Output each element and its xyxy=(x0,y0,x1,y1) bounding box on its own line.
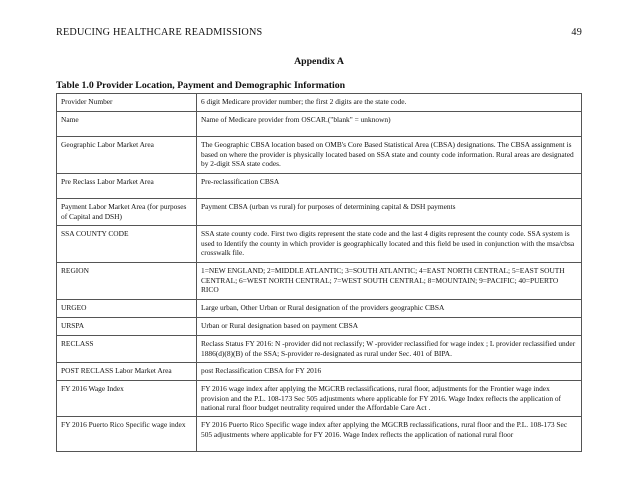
field-name-cell: URSPA xyxy=(57,318,197,336)
field-name-cell: Geographic Labor Market Area xyxy=(57,137,197,174)
table-caption: Table 1.0 Provider Location, Payment and Demographic Information xyxy=(56,80,346,91)
table-row xyxy=(57,263,582,300)
field-description-cell: Large urban, Other Urban or Rural designation of the providers geographic CBSA xyxy=(197,300,582,318)
field-name-cell: Name xyxy=(57,112,197,137)
field-description-cell: 6 digit Medicare provider number; the first 2 digits are the state code. xyxy=(197,94,582,112)
table-row xyxy=(57,381,582,417)
field-name-cell: FY 2016 Wage Index xyxy=(57,381,197,417)
table-row xyxy=(57,318,582,336)
table-row xyxy=(57,94,582,112)
field-description-cell: Payment CBSA (urban vs rural) for purposes of determining capital & DSH payments xyxy=(197,199,582,226)
data-dictionary-table xyxy=(56,93,582,452)
table-row xyxy=(57,226,582,263)
field-name-cell: SSA COUNTY CODE xyxy=(57,226,197,263)
field-description-cell: post Reclassification CBSA for FY 2016 xyxy=(197,363,582,381)
field-name-cell: Payment Labor Market Area (for purposes of Capital and DSH) xyxy=(57,199,197,226)
field-description-cell: Reclass Status FY 2016: N -provider did not reclassify; W -provider reclassified for wage index ; L provider reclassified under 1886(d)(8)(B) of the SSA; S-provider re-designated as rural under Sec. 401 of BIPA. xyxy=(197,336,582,363)
field-description-cell: FY 2016 wage index after applying the MGCRB reclassifications, rural floor, adjustments for the Frontier wage index provision and the P.L. 108-173 Sec 505 adjustments where applicable for FY 2016. Wage Index reflects the application of national rural floor budget neutrality required under the Affordable Care Act . xyxy=(197,381,582,417)
running-header xyxy=(56,27,582,38)
table-row xyxy=(57,300,582,318)
field-name-cell: URGEO xyxy=(57,300,197,318)
field-name-cell: FY 2016 Puerto Rico Specific wage index xyxy=(57,417,197,452)
field-description-cell: Urban or Rural designation based on payment CBSA xyxy=(197,318,582,336)
field-description-cell: FY 2016 Puerto Rico Specific wage index after applying the MGCRB reclassifications, rural floor and the P.L. 108-173 Sec 505 adjustments where applicable for FY 2016. Wage Index reflects the application of national rural floor xyxy=(197,417,582,452)
appendix-title: Appendix A xyxy=(294,56,344,67)
field-name-cell: REGION xyxy=(57,263,197,300)
table-row xyxy=(57,137,582,174)
table-row xyxy=(57,199,582,226)
table-row xyxy=(57,112,582,137)
table-row xyxy=(57,363,582,381)
data-dictionary-table-wrapper xyxy=(56,93,582,452)
field-description-cell: Name of Medicare provider from OSCAR.("blank" = unknown) xyxy=(197,112,582,137)
page-number: 49 xyxy=(571,27,582,38)
field-name-cell: POST RECLASS Labor Market Area xyxy=(57,363,197,381)
table-row xyxy=(57,336,582,363)
field-description-cell: 1=NEW ENGLAND; 2=MIDDLE ATLANTIC; 3=SOUTH ATLANTIC; 4=EAST NORTH CENTRAL; 5=EAST SOUTH CENTRAL; 6=WEST NORTH CENTRAL; 7=WEST SOUTH CENTRAL; 8=MOUNTAIN; 9=PACIFIC; 40=PUERTO RICO xyxy=(197,263,582,300)
table-row xyxy=(57,417,582,452)
field-description-cell: SSA state county code. First two digits represent the state code and the last 4 digits represent the county code. SSA system is used to Identify the county in which provider is geographically located and this field be used in conjunction with the msa/cbsa crosswalk file. xyxy=(197,226,582,263)
field-description-cell: Pre-reclassification CBSA xyxy=(197,174,582,199)
running-title: REDUCING HEALTHCARE READMISSIONS xyxy=(56,27,263,38)
field-name-cell: RECLASS xyxy=(57,336,197,363)
field-description-cell: The Geographic CBSA location based on OMB's Core Based Statistical Area (CBSA) designations. The CBSA assignment is based on where the provider is physically located based on SSA state and county code information. Rural areas are designated by 2-digit SSA state codes. xyxy=(197,137,582,174)
field-name-cell: Pre Reclass Labor Market Area xyxy=(57,174,197,199)
table-row xyxy=(57,174,582,199)
field-name-cell: Provider Number xyxy=(57,94,197,112)
